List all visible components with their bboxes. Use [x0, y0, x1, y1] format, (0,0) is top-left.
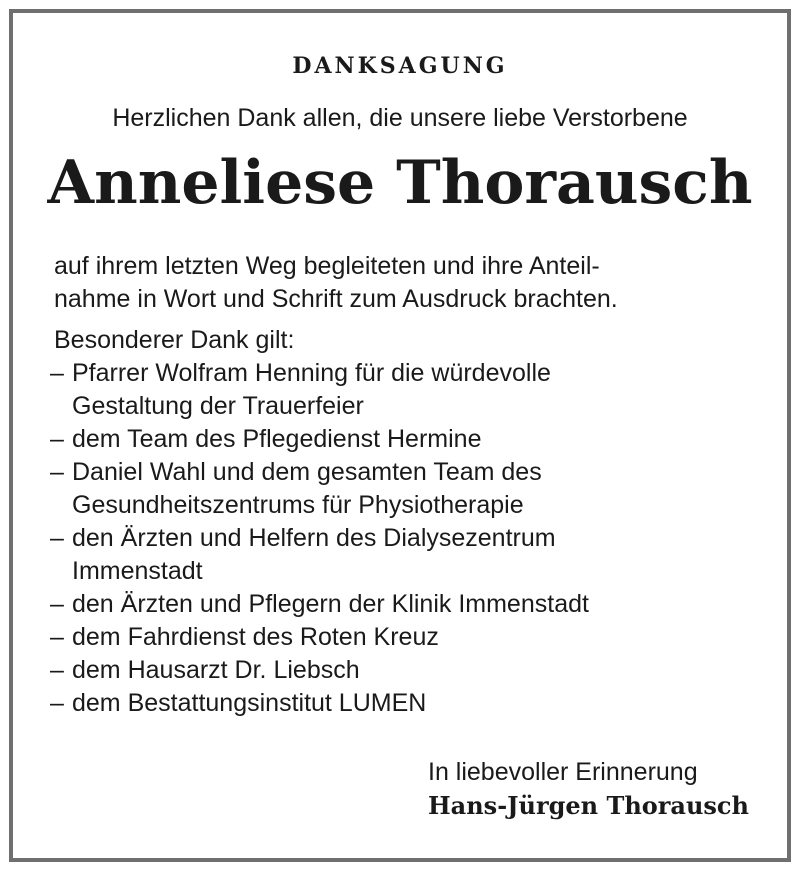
list-item: – dem Fahrdienst des Roten Kreuz [50, 621, 774, 654]
thanks-label: Besonderer Dank gilt: [54, 326, 295, 354]
signature: Hans-Jürgen Thorausch [428, 791, 749, 820]
closing-text: In liebevoller Erinnerung [428, 758, 698, 786]
list-item: – dem Team des Pflegedienst Hermine [50, 423, 774, 456]
list-item: – dem Bestattungsinstitut LUMEN [50, 687, 774, 720]
closing-block [428, 756, 749, 822]
body-line: auf ihrem letzten Weg begleiteten und ihre Anteil- [54, 252, 600, 280]
list-item: – den Ärzten und Helfern des Dialysezentrum Immenstadt [50, 522, 672, 588]
body-line: nahme in Wort und Schrift zum Ausdruck brachten. [54, 285, 618, 313]
list-item: – Pfarrer Wolfram Henning für die würdevolle Gestaltung der Trauerfeier [50, 357, 632, 423]
list-item: – dem Hausarzt Dr. Liebsch [50, 654, 774, 687]
notice-heading: DANKSAGUNG [292, 53, 508, 79]
intro-text: Herzlichen Dank allen, die unsere liebe Verstorbene [112, 104, 688, 132]
deceased-name: Anneliese Thorausch [47, 148, 753, 218]
thanks-list [54, 357, 774, 720]
notice-body [54, 250, 774, 720]
list-item: – den Ärzten und Pflegern der Klinik Immenstadt [50, 588, 774, 621]
list-item: – Daniel Wahl und dem gesamten Team des Gesundheitszentrums für Physiotherapie [50, 456, 672, 522]
